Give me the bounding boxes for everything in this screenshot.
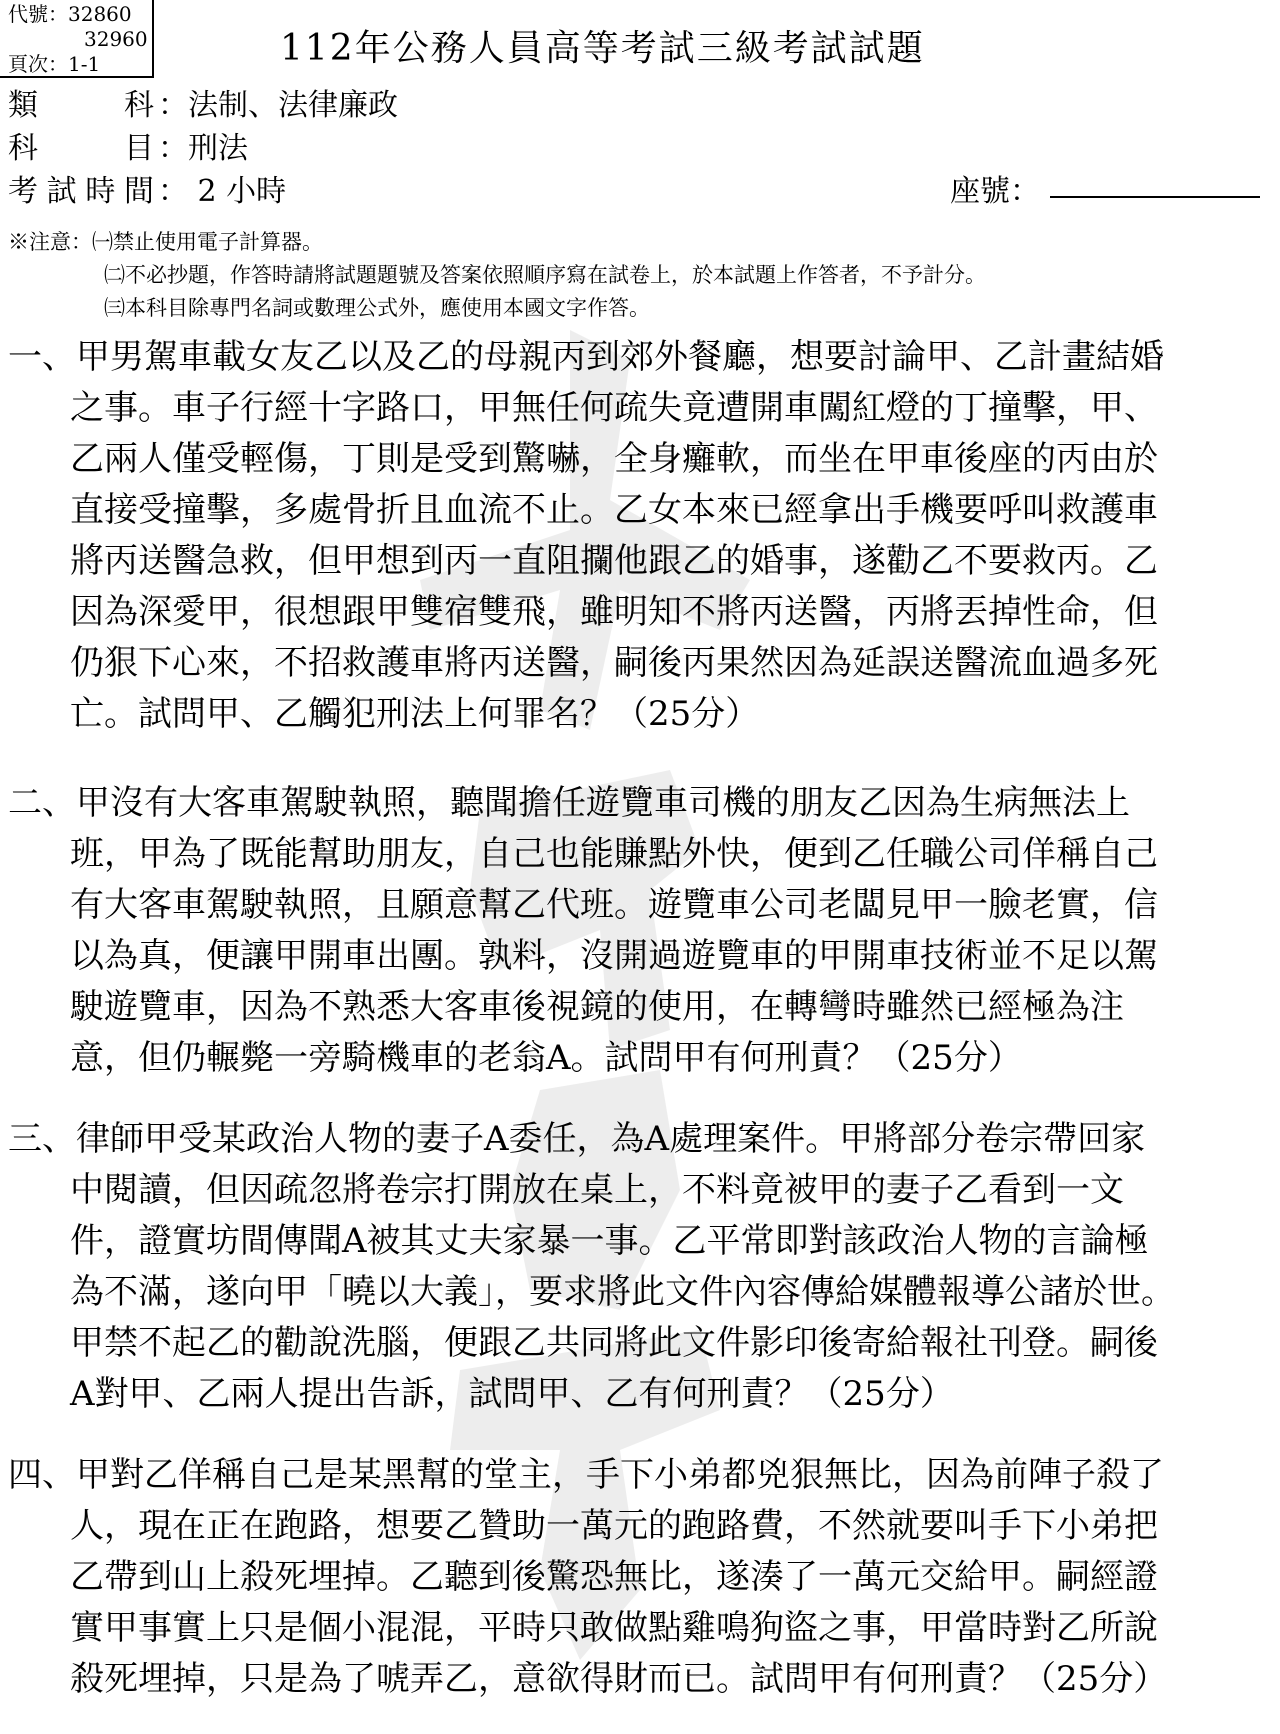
- question-line: 駛遊覽車，因為不熟悉大客車後視鏡的使用，在轉彎時雖然已經極為注: [70, 987, 1124, 1027]
- question-line: 因為深愛甲，很想跟甲雙宿雙飛，雖明知不將丙送醫，丙將丟掉性命，但: [70, 592, 1158, 632]
- question-line: 中閱讀，但因疏忽將卷宗打開放在桌上，不料竟被甲的妻子乙看到一文: [70, 1170, 1124, 1210]
- question-line: 直接受撞擊，多處骨折且血流不止。乙女本來已經拿出手機要呼叫救護車: [70, 490, 1158, 530]
- question-3: [8, 1114, 1270, 1420]
- question-line: 一、甲男駕車載女友乙以及乙的母親丙到郊外餐廳，想要討論甲、乙計畫結婚: [8, 337, 1164, 377]
- time-value: ： 2 小時: [158, 174, 287, 209]
- seat-number-blank: [1050, 196, 1260, 198]
- question-line: 為不滿，遂向甲「曉以大義」，要求將此文件內容傳給媒體報導公諸於世。: [70, 1272, 1175, 1312]
- notes-prefix: ※注意：: [8, 230, 92, 254]
- question-line: 亡。試問甲、乙觸犯刑法上何罪名？（25分）: [70, 694, 760, 734]
- category-label: 類 科: [8, 88, 158, 123]
- subject-row: [8, 123, 248, 167]
- time-label: 考試時間: [8, 174, 158, 209]
- note-item: ㈡不必抄題，作答時請將試題題號及答案依照順序寫在試卷上，於本試題上作答者，不予計分。: [104, 263, 986, 287]
- question-line: 有大客車駕駛執照，且願意幫乙代班。遊覽車公司老闆見甲一臉老實，信: [70, 885, 1158, 925]
- question-2: [8, 778, 1270, 1084]
- seat-label: 座號：: [950, 174, 1040, 209]
- question-line: 班，甲為了既能幫助朋友，自己也能賺點外快，便到乙任職公司佯稱自己: [70, 834, 1158, 874]
- question-line: 之事。車子行經十字路口，甲無任何疏失竟遭開車闖紅燈的丁撞擊，甲、: [70, 388, 1158, 428]
- question-line: 甲禁不起乙的勸說洗腦，便跟乙共同將此文件影印後寄給報社刊登。嗣後: [70, 1323, 1158, 1363]
- category-row: [8, 80, 398, 124]
- question-line: 乙兩人僅受輕傷，丁則是受到驚嚇，全身癱軟，而坐在甲車後座的丙由於: [70, 439, 1158, 479]
- exam-code-label: 代號：32860: [8, 2, 132, 26]
- question-line: 實甲事實上只是個小混混，平時只敢做點雞鳴狗盜之事，甲當時對乙所說: [70, 1608, 1158, 1648]
- exam-title: 112年公務人員高等考試三級考試試題: [280, 28, 925, 69]
- subject-label: 科 目: [8, 131, 158, 166]
- question-1: [8, 332, 1270, 740]
- question-line: 以為真，便讓甲開車出團。孰料，沒開過遊覽車的甲開車技術並不足以駕: [70, 936, 1158, 976]
- category-value: ：法制、法律廉政: [158, 88, 398, 123]
- question-line: A對甲、乙兩人提出告訴，試問甲、乙有何刑責？（25分）: [70, 1374, 954, 1414]
- question-line: 殺死埋掉，只是為了唬弄乙，意欲得財而已。試問甲有何刑責？（25分）: [70, 1659, 1168, 1699]
- question-line: 將丙送醫急救，但甲想到丙一直阻攔他跟乙的婚事，遂勸乙不要救丙。乙: [70, 541, 1158, 581]
- exam-code-2: 32960: [84, 27, 148, 51]
- notes-section: [8, 226, 986, 325]
- question-line: 三、律師甲受某政治人物的妻子A委任，為A處理案件。甲將部分卷宗帶回家: [8, 1119, 1146, 1159]
- question-line: 意，但仍輾斃一旁騎機車的老翁A。試問甲有何刑責？（25分）: [70, 1038, 1022, 1078]
- question-line: 件，證實坊間傳聞A被其丈夫家暴一事。乙平常即對該政治人物的言論極: [70, 1221, 1149, 1261]
- question-line: 四、甲對乙佯稱自己是某黑幫的堂主，手下小弟都兇狠無比，因為前陣子殺了: [8, 1455, 1164, 1495]
- note-item: ㈢本科目除專門名詞或數理公式外，應使用本國文字作答。: [104, 296, 650, 320]
- exam-code-box: [0, 0, 154, 78]
- question-4: [8, 1450, 1270, 1705]
- question-line: 乙帶到山上殺死埋掉。乙聽到後驚恐無比，遂湊了一萬元交給甲。嗣經證: [70, 1557, 1158, 1597]
- question-line: 人，現在正在跑路，想要乙贊助一萬元的跑路費，不然就要叫手下小弟把: [70, 1506, 1158, 1546]
- note-item: ※注意：㈠禁止使用電子計算器。: [8, 230, 323, 254]
- question-line: 二、甲沒有大客車駕駛執照，聽聞擔任遊覽車司機的朋友乙因為生病無法上: [8, 783, 1130, 823]
- subject-value: ：刑法: [158, 131, 248, 166]
- page-label: 頁次：1-1: [8, 52, 101, 76]
- question-line: 仍狠下心來，不招救護車將丙送醫，嗣後丙果然因為延誤送醫流血過多死: [70, 643, 1158, 683]
- time-row: [8, 166, 286, 210]
